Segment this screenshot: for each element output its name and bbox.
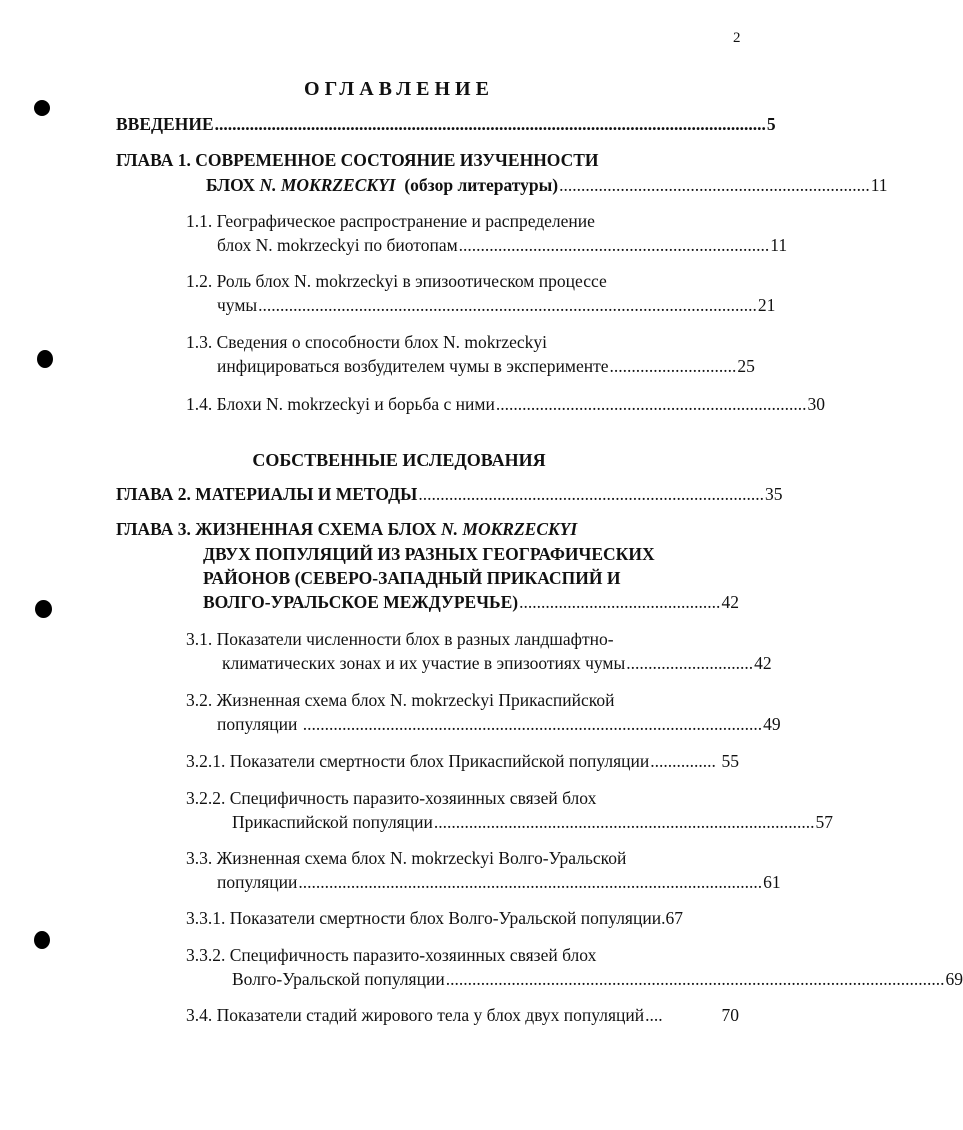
dot-leader: ....................................................................... — [458, 235, 770, 255]
toc-entry-3-3-2[interactable] — [232, 969, 963, 989]
chapter1-line1: ГЛАВА 1. СОВРЕМЕННОЕ СОСТОЯНИЕ ИЗУЧЕННОСТИ — [116, 150, 599, 170]
entry-page: 69 — [945, 969, 963, 989]
punch-hole-mark — [34, 100, 50, 116]
entry-page: 57 — [815, 812, 833, 832]
section-1-3-line1: 1.3. Сведения о способности блох N. mokrzeckyi — [186, 332, 548, 352]
chapter3-line2: ДВУХ ПОПУЛЯЦИЙ ИЗ РАЗНЫХ ГЕОГРАФИЧЕСКИХ — [203, 544, 655, 564]
entry-page: 35 — [764, 484, 783, 504]
entry-label: 3.3.1. Показатели смертности блох Волго-Уральской популяции. — [186, 908, 666, 928]
toc-entry-1-3[interactable] — [217, 356, 755, 376]
entry-label: популяции — [217, 872, 298, 892]
dot-leader: .... — [645, 1005, 663, 1025]
entry-page: 61 — [763, 872, 781, 892]
punch-hole-mark — [37, 350, 53, 368]
entry-label: БЛОХ — [206, 175, 256, 195]
dot-leader: ....................................................................... — [559, 175, 870, 195]
entry-page: 42 — [721, 592, 739, 612]
toc-entry-chapter2[interactable] — [116, 484, 783, 504]
chapter3-line1-text: ГЛАВА 3. ЖИЗНЕННАЯ СХЕМА БЛОХ — [116, 519, 437, 539]
toc-entry-3-3[interactable] — [217, 872, 781, 892]
entry-page: 49 — [763, 714, 781, 734]
entry-page: 55 — [721, 751, 739, 771]
toc-entry-3-4[interactable] — [186, 1007, 739, 1025]
punch-hole-mark — [34, 931, 50, 949]
entry-label: 3.4. Показатели стадий жирового тела у блох двух популяций — [186, 1005, 645, 1025]
dot-leader: ....................................................................................... — [433, 812, 815, 832]
entry-page: 11 — [770, 235, 788, 255]
chapter3-line1 — [116, 521, 577, 539]
entry-page: 25 — [737, 356, 755, 376]
dot-leader: .............................................. — [519, 592, 721, 612]
entry-label: популяции — [217, 714, 298, 734]
entry-label: 1.4. Блохи N. mokrzeckyi и борьба с ними — [186, 394, 495, 414]
section-1-2-line1: 1.2. Роль блох N. mokrzeckyi в эпизоотическом процессе — [186, 271, 607, 291]
section-3-3-2-line1: 3.3.2. Специфичность паразито-хозяинных связей блох — [186, 945, 597, 965]
dot-leader: ............................. — [626, 653, 754, 673]
entry-label: Волго-Уральской популяции — [232, 969, 445, 989]
toc-entry-3-2[interactable] — [217, 714, 781, 734]
dot-leader: .................................................................................................................. — [258, 295, 757, 315]
species-name: N. MOKRZECKYI — [441, 519, 578, 539]
entry-label: ВВЕДЕНИЕ — [116, 114, 214, 134]
entry-page: 21 — [757, 295, 776, 315]
toc-entry-1-4[interactable] — [186, 394, 825, 414]
toc-title: ОГЛАВЛЕНИЕ — [304, 78, 494, 100]
entry-label: климатических зонах и их участие в эпизоотиях чумы — [222, 653, 626, 673]
dot-leader: .............................................................................................................................. — [214, 114, 766, 134]
section-1-1-line1: 1.1. Географическое распространение и распределение — [186, 211, 595, 231]
entry-label: чумы — [217, 295, 258, 315]
entry-page: 30 — [807, 394, 825, 414]
punch-hole-mark — [35, 600, 52, 618]
entry-page: 11 — [870, 175, 888, 195]
section-3-2-2-line1: 3.2.2. Специфичность паразито-хозяинных связей блох — [186, 788, 597, 808]
dot-leader: .......................................................................................................... — [298, 872, 763, 892]
entry-page: 42 — [754, 653, 772, 673]
page-number: 2 — [733, 30, 741, 46]
dot-leader: .................................................................................................................. — [445, 969, 945, 989]
toc-entry-3-1[interactable] — [222, 653, 772, 673]
section-3-1-line1: 3.1. Показатели численности блох в разных ландшафтно- — [186, 629, 614, 649]
toc-entry-introduction[interactable] — [116, 114, 776, 134]
entry-label: ГЛАВА 2. МАТЕРИАЛЫ И МЕТОДЫ — [116, 484, 418, 504]
entry-label: ВОЛГО-УРАЛЬСКОЕ МЕЖДУРЕЧЬЕ) — [203, 592, 519, 612]
dot-leader: ............... — [650, 751, 716, 771]
entry-page: 67 — [665, 908, 683, 928]
toc-entry-3-2-1[interactable] — [186, 753, 739, 771]
toc-entry-3-2-2[interactable] — [232, 812, 833, 832]
entry-label: Прикаспийской популяции — [232, 812, 433, 832]
entry-page: 70 — [721, 1005, 739, 1025]
entry-subtitle: (обзор литературы) — [404, 175, 559, 195]
chapter3-line3: РАЙОНОВ (СЕВЕРО-ЗАПАДНЫЙ ПРИКАСПИЙ И — [203, 568, 621, 588]
section-3-3-line1: 3.3. Жизненная схема блох N. mokrzeckyi Волго-Уральской — [186, 848, 627, 868]
dot-leader: ............................................................................... — [418, 484, 764, 504]
toc-entry-3-3-1[interactable] — [186, 910, 739, 928]
section-heading-own-research: СОБСТВЕННЫЕ ИСЛЕДОВАНИЯ — [252, 450, 546, 470]
toc-entry-1-1[interactable] — [217, 235, 788, 255]
toc-entry-chapter3[interactable] — [203, 594, 739, 612]
species-name: N. MOKRZECKYI — [259, 175, 396, 195]
dot-leader: ............................. — [609, 356, 737, 376]
dot-leader: ....................................................................... — [495, 394, 807, 414]
entry-label: инфицироваться возбудителем чумы в эксперименте — [217, 356, 609, 376]
section-3-2-line1: 3.2. Жизненная схема блох N. mokrzeckyi Прикаспийской — [186, 690, 615, 710]
entry-label: 3.2.1. Показатели смертности блох Прикаспийской популяции — [186, 751, 650, 771]
entry-page: 5 — [766, 114, 776, 134]
dot-leader: ......................................................................................................... — [298, 714, 763, 734]
entry-label: блох N. mokrzeckyi по биотопам — [217, 235, 458, 255]
toc-entry-1-2[interactable] — [217, 295, 776, 315]
toc-entry-chapter1[interactable] — [206, 175, 888, 195]
